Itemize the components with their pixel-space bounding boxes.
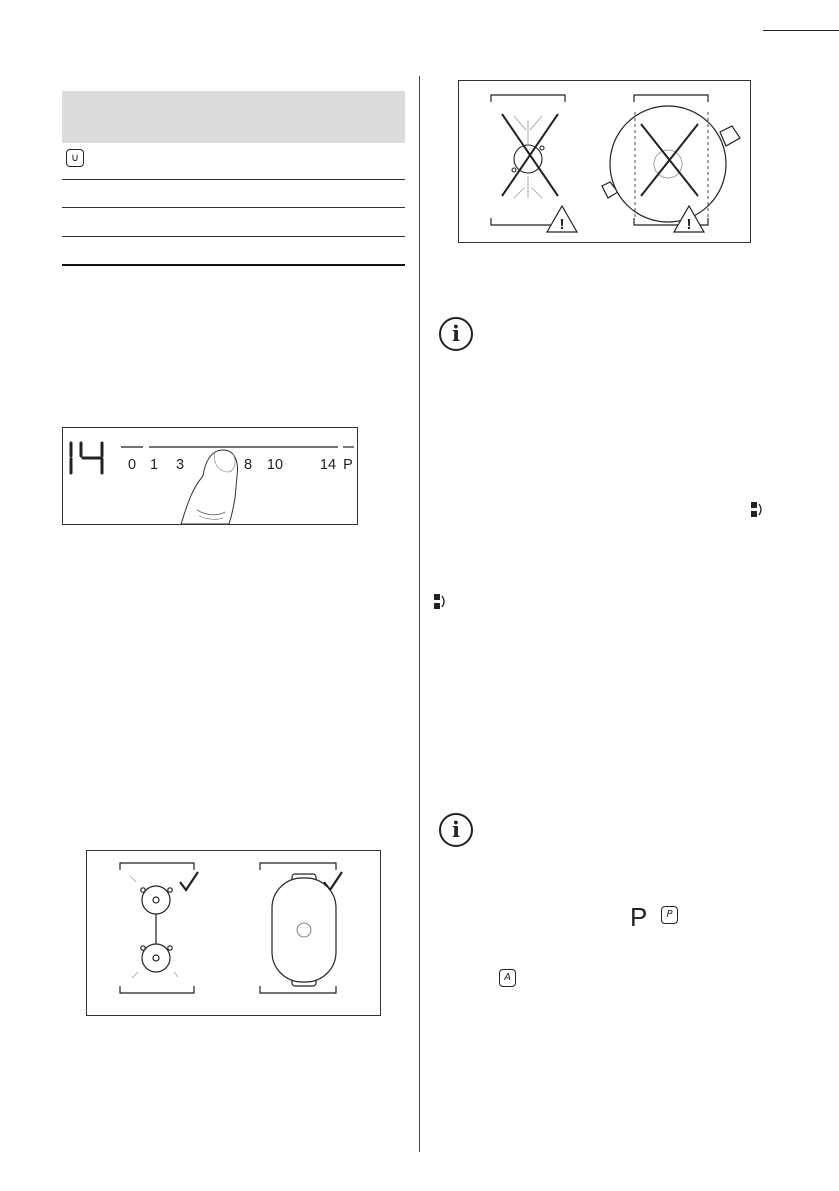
bridge-key-icon: ∪ bbox=[66, 149, 84, 167]
power-slider-svg bbox=[63, 428, 357, 524]
scale-label: 0 bbox=[127, 457, 137, 473]
power-boost-symbol: P bbox=[630, 902, 648, 932]
power-boost-key-icon: P bbox=[661, 906, 678, 924]
correct-cookware-illustration bbox=[86, 850, 382, 1023]
table-row-divider bbox=[62, 207, 405, 208]
incorrect-cookware-svg bbox=[458, 80, 752, 246]
scale-label: 3 bbox=[175, 457, 185, 473]
info-icon: i bbox=[439, 813, 473, 847]
table-row-divider bbox=[62, 236, 405, 237]
scale-label: 8 bbox=[243, 457, 253, 473]
scale-label: 1 bbox=[149, 457, 159, 473]
crop-mark bbox=[763, 30, 839, 31]
power-slider-illustration bbox=[62, 427, 358, 525]
scale-label: 10 bbox=[266, 457, 284, 473]
warning-mark: ! bbox=[686, 216, 692, 233]
table-header bbox=[62, 91, 405, 143]
table-bottom-rule bbox=[62, 264, 405, 266]
info-icon: i bbox=[439, 317, 473, 351]
correct-cookware-svg bbox=[86, 850, 382, 1018]
incorrect-cookware-illustration bbox=[458, 80, 752, 251]
bridge-zone-icon bbox=[434, 593, 446, 615]
bridge-zone-icon bbox=[751, 501, 763, 523]
scale-label: P bbox=[343, 457, 353, 473]
column-divider bbox=[419, 76, 420, 1152]
warning-mark: ! bbox=[559, 216, 565, 233]
auto-heat-key-icon: A bbox=[499, 969, 516, 987]
scale-label: 14 bbox=[319, 457, 337, 473]
finger-icon bbox=[181, 450, 237, 524]
seven-segment-display bbox=[71, 443, 102, 473]
oval-pan-icon bbox=[272, 874, 336, 986]
table-row-divider bbox=[62, 179, 405, 180]
